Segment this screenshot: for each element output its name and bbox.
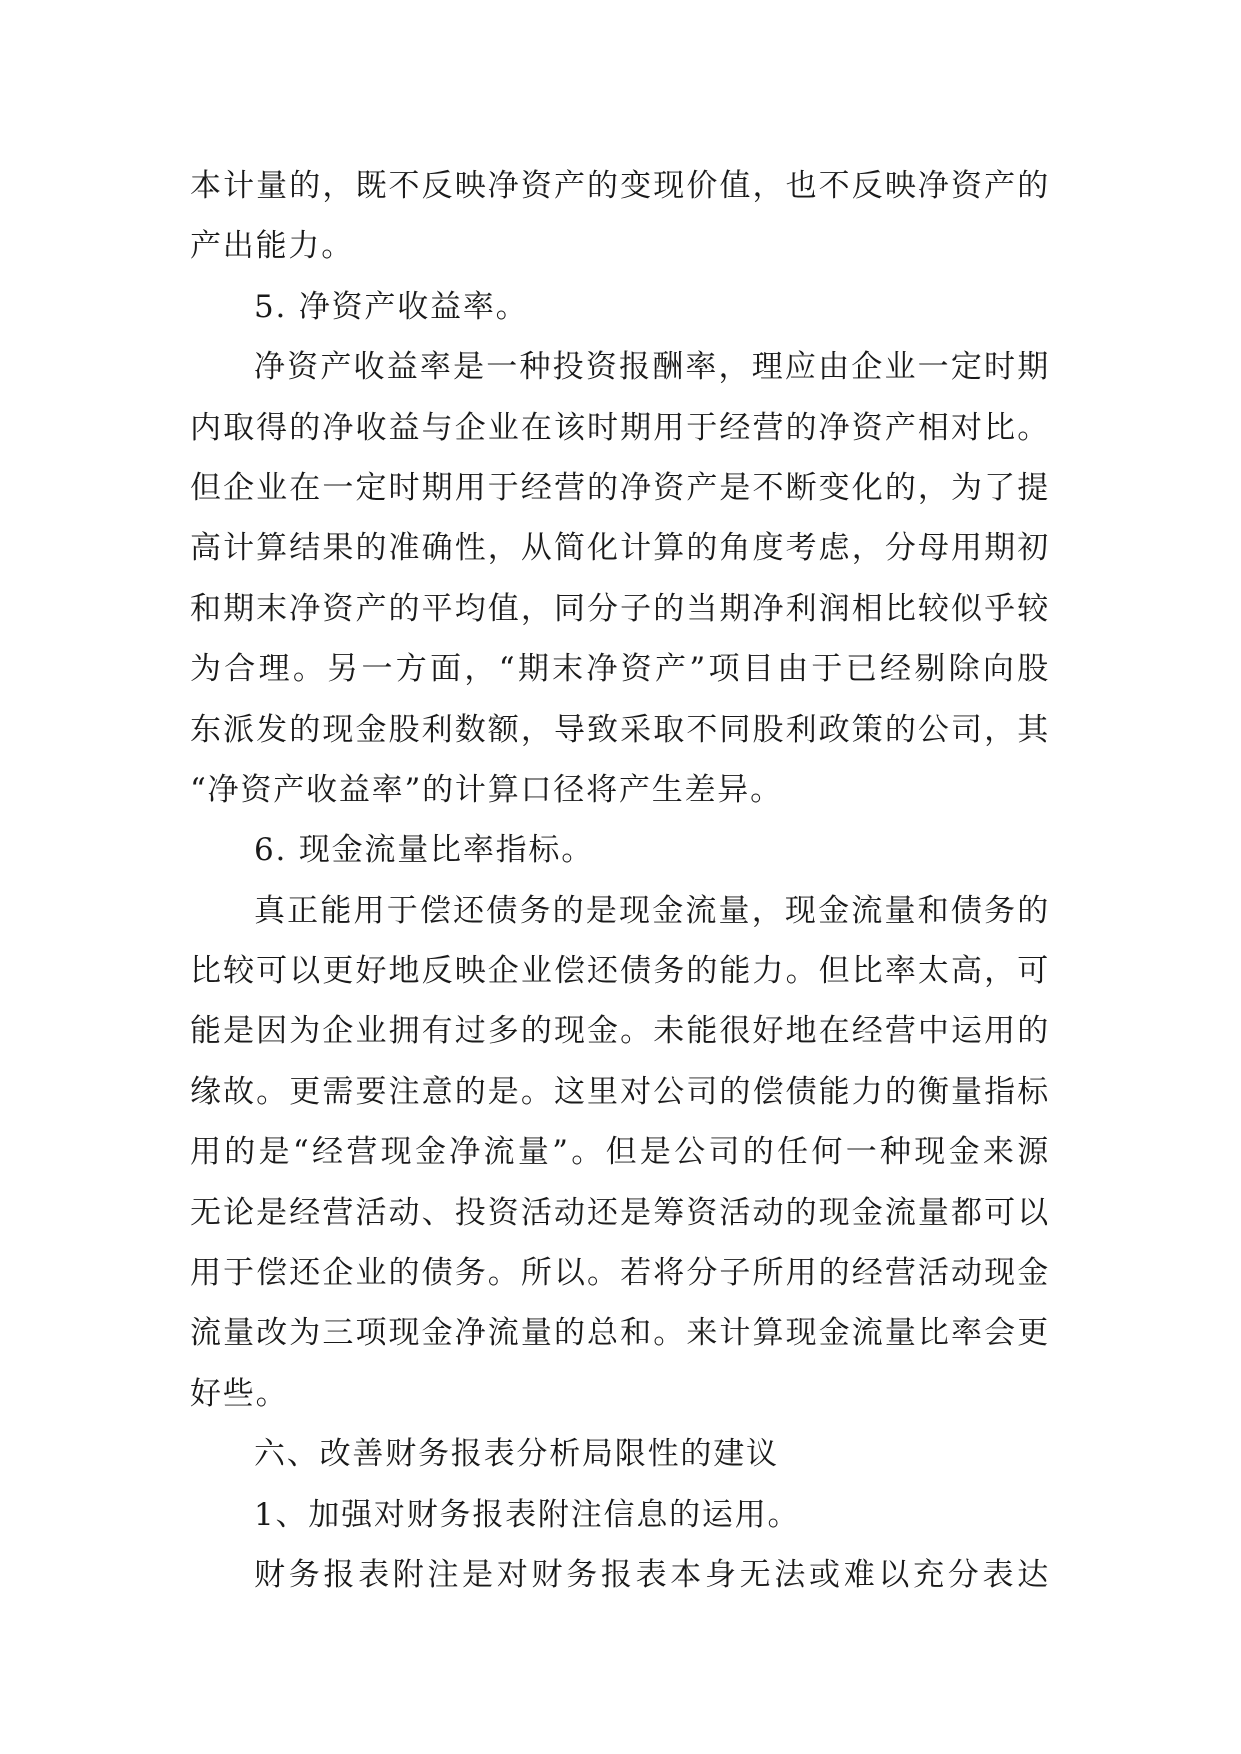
text-line: 财务报表附注是对财务报表本身无法或难以充分表达: [254, 1556, 1050, 1593]
text-line: 但企业在一定时期用于经营的净资产是不断变化的，为了提: [190, 469, 1050, 506]
text-line: 用的是“经营现金净流量”。但是公司的任何一种现金来源: [190, 1134, 1050, 1171]
text-line: 无论是经营活动、投资活动还是筹资活动的现金流量都可以: [190, 1194, 1050, 1231]
text-line: 6. 现金流量比率指标。: [254, 832, 595, 869]
text-line: 用于偿还企业的债务。所以。若将分子所用的经营活动现金: [190, 1255, 1050, 1292]
text-line: 真正能用于偿还债务的是现金流量，现金流量和债务的: [254, 892, 1050, 929]
text-line: 内取得的净收益与企业在该时期用于经营的净资产相对比。: [190, 409, 1050, 446]
text-line: 六、改善财务报表分析局限性的建议: [254, 1436, 779, 1473]
text-line: 缘故。更需要注意的是。这里对公司的偿债能力的衡量指标: [190, 1073, 1050, 1110]
text-line: 和期末净资产的平均值，同分子的当期净利润相比较似乎较: [190, 590, 1050, 627]
text-line: 本计量的，既不反映净资产的变现价值，也不反映净资产的: [190, 168, 1050, 204]
text-line: 5. 净资产收益率。: [254, 288, 529, 325]
text-line: 1、加强对财务报表附注信息的运用。: [254, 1496, 801, 1533]
text-line: 比较可以更好地反映企业偿还债务的能力。但比率太高，可: [190, 953, 1050, 990]
text-line: 产出能力。: [190, 228, 354, 265]
document-body: [190, 156, 1050, 1605]
text-line: 能是因为企业拥有过多的现金。未能很好地在经营中运用的: [190, 1013, 1050, 1050]
text-line: 高计算结果的准确性，从简化计算的角度考虑，分母用期初: [190, 530, 1050, 567]
text-line: “净资产收益率”的计算口径将产生差异。: [190, 771, 783, 808]
text-line: 为合理。另一方面，“期末净资产”项目由于已经剔除向股: [190, 651, 1050, 688]
text-line: 流量改为三项现金净流量的总和。来计算现金流量比率会更: [190, 1315, 1050, 1352]
text-line: 净资产收益率是一种投资报酬率，理应由企业一定时期: [254, 349, 1050, 386]
text-line: 好些。: [190, 1375, 289, 1412]
text-line: 东派发的现金股利数额，导致采取不同股利政策的公司，其: [190, 711, 1050, 748]
